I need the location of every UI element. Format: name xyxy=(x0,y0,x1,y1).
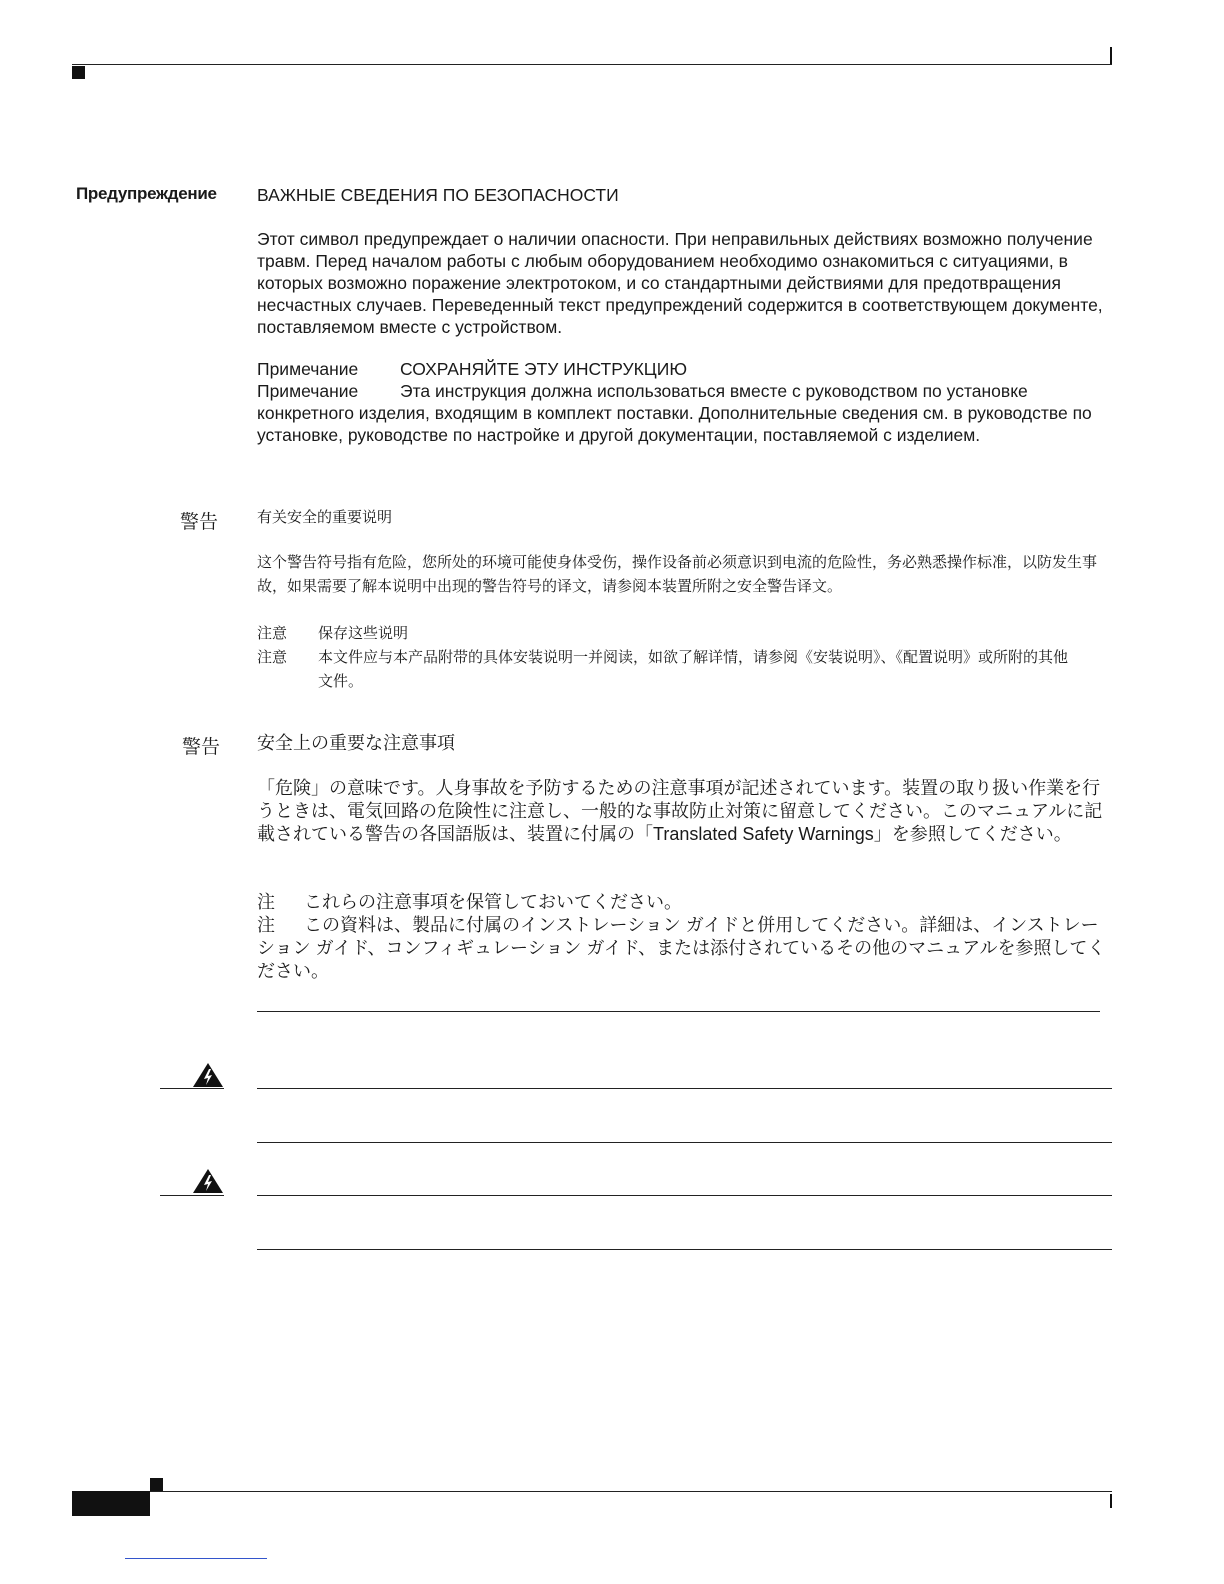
cn-note-1-text: 保存这些说明 xyxy=(318,625,409,642)
jp-notes xyxy=(257,891,1107,983)
jp-title: 安全上の重要な注意事項 xyxy=(257,733,455,753)
warning-icon xyxy=(192,1062,224,1088)
cn-note-2-text-line1: 本文件应与本产品附带的具体安装说明一并阅读，如欲了解详情，请参阅《安装说明》、《配置说明》或所附的其他 xyxy=(318,649,1069,666)
warning-label-jp: 警告 xyxy=(182,737,221,758)
warning1-left-rule xyxy=(160,1088,224,1089)
header-marker xyxy=(72,66,85,79)
cn-note-1 xyxy=(257,622,1107,646)
footer-tick xyxy=(1110,1494,1112,1508)
jp-note-1-text: これらの注意事項を保管しておいてください。 xyxy=(304,892,682,912)
jp-note-2-label: 注 xyxy=(257,915,275,935)
ru-note-1-text: СОХРАНЯЙТЕ ЭТУ ИНСТРУКЦИЮ xyxy=(400,359,688,379)
jp-note-1 xyxy=(257,891,1107,914)
footer-page-block xyxy=(72,1491,150,1516)
warning2-top-rule xyxy=(257,1195,1112,1196)
ru-note-1-label: Примечание xyxy=(257,359,359,379)
header-tick xyxy=(1110,47,1112,64)
ru-title: ВАЖНЫЕ СВЕДЕНИЯ ПО БЕЗОПАСНОСТИ xyxy=(257,185,619,205)
ru-note-2 xyxy=(257,380,1107,446)
ru-note-2-label: Примечание xyxy=(257,381,359,401)
ru-note-1 xyxy=(257,358,1107,380)
warning-icon xyxy=(192,1168,224,1194)
ru-note-2-text: Эта инструкция должна использоваться вместе с руководством по установке конкретного изделия, входящим в комплект поставки. Дополнительные сведения см. в руководстве по установке, руководстве по настройке и другой документации, поставляемой с изделием. xyxy=(257,381,1092,445)
cn-notes xyxy=(257,622,1107,694)
cn-note-2-label: 注意 xyxy=(257,649,288,666)
cn-note-2 xyxy=(257,646,1107,670)
cn-note-2-text-line2: 文件。 xyxy=(318,673,364,690)
warning2-left-rule xyxy=(160,1195,224,1196)
warning-label-cn: 警告 xyxy=(180,512,219,533)
cn-note-1-label: 注意 xyxy=(257,625,288,642)
header-rule xyxy=(72,64,1112,65)
jp-note-2 xyxy=(257,914,1107,983)
footer-link-underline[interactable] xyxy=(125,1558,267,1559)
ru-body: Этот символ предупреждает о наличии опасности. При неправильных действиях возможно получение травм. Перед началом работы с любым оборудованием необходимо ознакомиться с ситуациями, в которых возможно поражение электротоком, и со стандартными действиями для предотвращения несчастных случаев. Переведенный текст предупреждений содержится в соответствующем документе, поставляемом вместе с устройством. xyxy=(257,229,1103,337)
section-end-rule xyxy=(257,1011,1100,1012)
jp-note-2-text: この資料は、製品に付属のインストレーション ガイドと併用してください。詳細は、インストレーション ガイド、コンフィギュレーション ガイド、または添付されているその他のマニュアルを参照してください。 xyxy=(257,915,1106,981)
warning2-bottom-rule xyxy=(257,1249,1112,1250)
cn-body: 这个警告符号指有危险，您所处的环境可能使身体受伤，操作设备前必须意识到电流的危险性，务必熟悉操作标准，以防发生事故，如果需要了解本说明中出现的警告符号的译文，请参阅本装置所附之安全警告译文。 xyxy=(257,554,1098,595)
warning1-bottom-rule xyxy=(257,1142,1112,1143)
jp-note-1-label: 注 xyxy=(257,892,275,912)
footer-marker xyxy=(150,1478,163,1491)
warning-label-ru: Предупреждение xyxy=(76,184,217,203)
cn-title: 有关安全的重要说明 xyxy=(257,509,393,526)
footer-rule xyxy=(150,1491,1112,1492)
jp-body: 「危険」の意味です。人身事故を予防するための注意事項が記述されています。装置の取り扱い作業を行うときは、電気回路の危険性に注意し、一般的な事故防止対策に留意してください。このマニュアルに記載されている警告の各国語版は、装置に付属の「Translated Safety Warnings」を参照してください。 xyxy=(257,778,1103,844)
ru-notes xyxy=(257,358,1107,446)
warning1-top-rule xyxy=(257,1088,1112,1089)
